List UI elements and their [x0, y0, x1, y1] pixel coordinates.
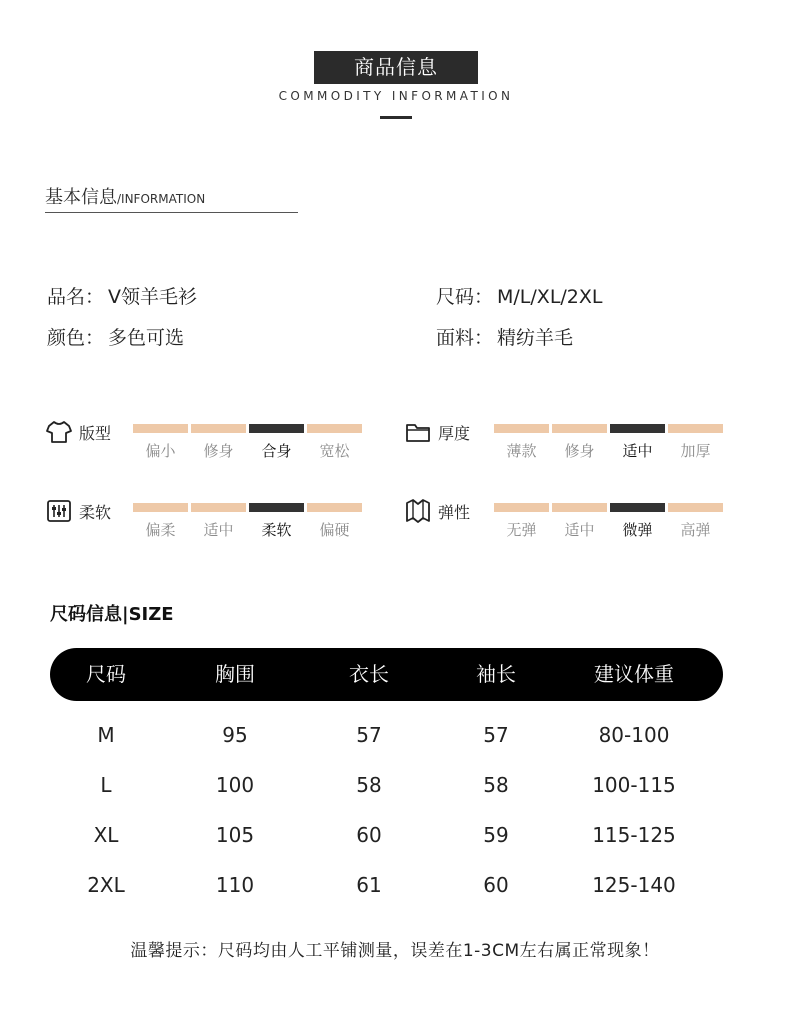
- table-cell: 61: [356, 873, 382, 897]
- scale-text: 偏硬: [319, 521, 350, 539]
- table-row: [50, 765, 723, 805]
- scale-text: 加厚: [680, 442, 711, 460]
- table-cell: M: [97, 723, 115, 747]
- table-cell: 2XL: [87, 873, 125, 897]
- info-item-color: [47, 323, 184, 350]
- table-header-cell: 尺码: [86, 662, 126, 686]
- info-value: 精纺羊毛: [497, 327, 574, 349]
- info-item-name: [47, 282, 197, 309]
- attr-scale: [133, 424, 363, 464]
- scale-option-selected: [610, 424, 665, 461]
- scale-text: 薄款: [506, 442, 537, 460]
- table-cell: XL: [93, 823, 119, 847]
- table-cell: 57: [356, 723, 382, 747]
- table-row: [50, 715, 723, 755]
- table-row: [50, 865, 723, 905]
- table-header-cell: 胸围: [215, 662, 255, 686]
- table-cell: 100: [215, 773, 255, 797]
- table-cell: 125-140: [592, 873, 676, 897]
- scale-bar: [191, 503, 246, 512]
- table-cell: 115-125: [592, 823, 676, 847]
- table-cell: 58: [483, 773, 509, 797]
- table-header-cell: 衣长: [349, 662, 389, 686]
- table-cell: 80-100: [598, 723, 670, 747]
- scale-bar: [552, 424, 607, 433]
- scale-bar: [494, 503, 549, 512]
- scale-option-selected: [610, 503, 665, 540]
- info-value: M/L/XL/2XL: [497, 286, 603, 308]
- info-item-fabric: [436, 323, 573, 350]
- table-cell: 110: [215, 873, 255, 897]
- table-cell: 57: [483, 723, 509, 747]
- attr-label: 版型: [79, 424, 112, 443]
- scale-bar: [133, 503, 188, 512]
- info-key: 颜色：: [47, 327, 105, 349]
- attr-scale: [494, 424, 724, 464]
- scale-bar-active: [249, 503, 304, 512]
- basic-info-heading-en: /INFORMATION: [117, 192, 206, 206]
- attr-scale: [494, 503, 724, 543]
- scale-text: 适中: [203, 521, 234, 539]
- scale-text: 修身: [564, 442, 595, 460]
- scale-option: [191, 424, 246, 461]
- table-header-cell: 建议体重: [594, 662, 674, 686]
- attr-scale: [133, 503, 363, 543]
- info-key: 面料：: [436, 327, 494, 349]
- stretch-icon: [404, 497, 432, 525]
- header-divider: [380, 116, 412, 119]
- info-key: 尺码：: [436, 286, 494, 308]
- scale-text: 适中: [622, 442, 653, 460]
- basic-info-divider: [45, 212, 298, 213]
- scale-option: [133, 503, 188, 540]
- size-heading: 尺码信息|SIZE: [50, 604, 174, 625]
- scale-option-selected: [249, 503, 304, 540]
- scale-text: 高弹: [680, 521, 711, 539]
- scale-text: 偏小: [145, 442, 176, 460]
- attr-label: 弹性: [438, 503, 471, 522]
- table-cell: 60: [483, 873, 509, 897]
- table-cell: 105: [215, 823, 255, 847]
- scale-text: 偏柔: [145, 521, 176, 539]
- sliders-icon: [45, 497, 73, 525]
- info-value: V领羊毛衫: [108, 286, 198, 308]
- scale-bar: [191, 424, 246, 433]
- scale-bar-active: [610, 503, 665, 512]
- measurement-note: 温馨提示：尺码均由人工平铺测量，误差在1-3CM左右属正常现象！: [130, 941, 660, 961]
- scale-option: [668, 424, 723, 461]
- folder-icon: [404, 418, 432, 446]
- scale-option: [668, 503, 723, 540]
- scale-text: 宽松: [319, 442, 350, 460]
- table-cell: 60: [356, 823, 382, 847]
- scale-bar: [668, 424, 723, 433]
- scale-bar: [307, 503, 362, 512]
- scale-option-selected: [249, 424, 304, 461]
- table-cell: 95: [222, 723, 248, 747]
- scale-option: [307, 503, 362, 540]
- scale-bar: [494, 424, 549, 433]
- attr-label: 柔软: [79, 503, 112, 522]
- attr-label: 厚度: [438, 424, 471, 443]
- scale-text: 合身: [261, 442, 292, 460]
- page-title: 商品信息: [314, 51, 478, 84]
- info-item-size: [436, 282, 603, 309]
- scale-option: [494, 424, 549, 461]
- scale-option: [552, 424, 607, 461]
- scale-text: 适中: [564, 521, 595, 539]
- table-cell: L: [100, 773, 112, 797]
- scale-bar: [668, 503, 723, 512]
- scale-text: 修身: [203, 442, 234, 460]
- table-row: [50, 815, 723, 855]
- scale-bar-active: [249, 424, 304, 433]
- scale-bar-active: [610, 424, 665, 433]
- scale-option: [494, 503, 549, 540]
- table-header-cell: 袖长: [476, 662, 516, 686]
- size-table-header: [50, 648, 723, 701]
- tshirt-icon: [45, 418, 73, 446]
- scale-option: [552, 503, 607, 540]
- scale-bar: [307, 424, 362, 433]
- info-key: 品名：: [47, 286, 105, 308]
- scale-option: [191, 503, 246, 540]
- scale-option: [307, 424, 362, 461]
- scale-text: 微弹: [622, 521, 653, 539]
- table-cell: 59: [483, 823, 509, 847]
- page-subtitle: COMMODITY INFORMATION: [278, 89, 514, 103]
- scale-text: 柔软: [261, 521, 292, 539]
- info-value: 多色可选: [108, 327, 185, 349]
- scale-text: 无弹: [506, 521, 537, 539]
- scale-bar: [552, 503, 607, 512]
- table-cell: 58: [356, 773, 382, 797]
- basic-info-heading-cn: 基本信息: [45, 187, 117, 208]
- scale-bar: [133, 424, 188, 433]
- basic-info-heading: [45, 183, 205, 209]
- table-cell: 100-115: [592, 773, 676, 797]
- scale-option: [133, 424, 188, 461]
